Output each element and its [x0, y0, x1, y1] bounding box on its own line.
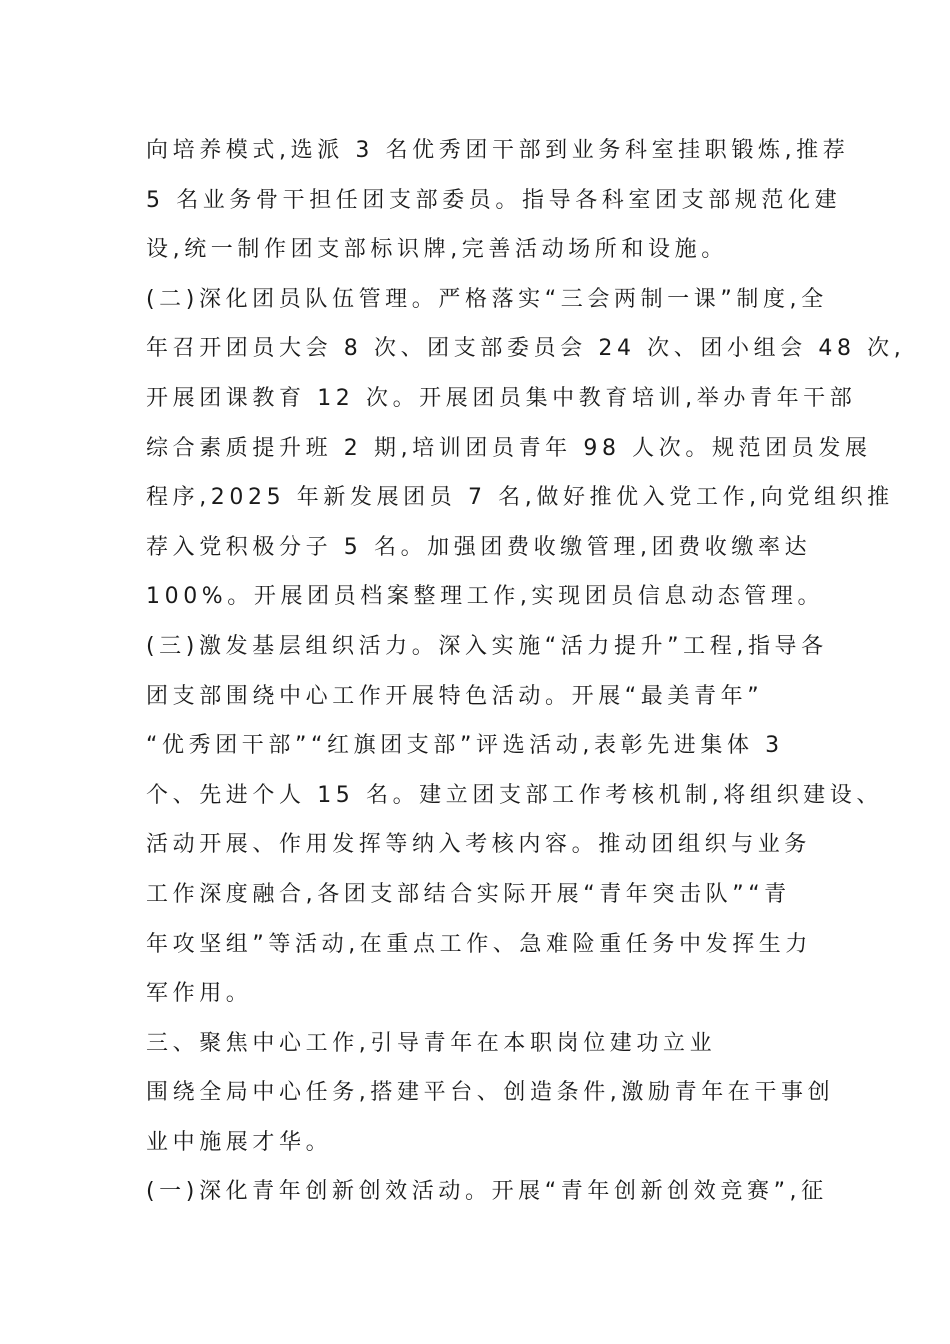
text-line: 军作用。	[146, 981, 253, 1007]
text-line: 围绕全局中心任务,搭建平台、创造条件,激励青年在干事创	[146, 1080, 835, 1106]
text-line: 综合素质提升班 2 期,培训团员青年 98 人次。规范团员发展	[146, 435, 872, 461]
text-line: (二)深化团员队伍管理。严格落实“三会两制一课”制度,全	[146, 286, 828, 312]
text-line: 100%。开展团员档案整理工作,实现团员信息动态管理。	[146, 584, 825, 610]
text-line: 团支部围绕中心工作开展特色活动。开展“最美青年”	[146, 683, 764, 709]
text-line: “优秀团干部”“红旗团支部”评选活动,表彰先进集体 3	[146, 733, 784, 759]
text-line: 年召开团员大会 8 次、团支部委员会 24 次、团小组会 48 次,	[146, 336, 906, 362]
text-line: 工作深度融合,各团支部结合实际开展“青年突击队”“青	[146, 881, 791, 907]
text-line: 设,统一制作团支部标识牌,完善活动场所和设施。	[146, 237, 728, 263]
text-line: 向培养模式,选派 3 名优秀团干部到业务科室挂职锻炼,推荐	[146, 138, 850, 163]
text-line: 开展团课教育 12 次。开展团员集中教育培训,举办青年干部	[146, 385, 857, 411]
text-line: 个、先进个人 15 名。建立团支部工作考核机制,将组织建设、	[146, 782, 883, 808]
text-line: 5 名业务骨干担任团支部委员。指导各科室团支部规范化建	[146, 187, 842, 213]
text-line: 活动开展、作用发挥等纳入考核内容。推动团组织与业务	[146, 832, 812, 858]
text-line: 程序,2025 年新发展团员 7 名,做好推优入党工作,向党组织推	[146, 485, 894, 511]
text-line: (一)深化青年创新创效活动。开展“青年创新创效竞赛”,征	[146, 1179, 828, 1205]
section-heading: 三、聚焦中心工作,引导青年在本职岗位建功立业	[146, 1030, 717, 1056]
text-line: (三)激发基层组织活力。深入实施“活力提升”工程,指导各	[146, 633, 828, 659]
text-line: 业中施展才华。	[146, 1129, 333, 1155]
document-body	[146, 131, 906, 1222]
text-line: 荐入党积极分子 5 名。加强团费收缴管理,团费收缴率达	[146, 534, 812, 560]
text-line: 年攻坚组”等活动,在重点工作、急难险重任务中发挥生力	[146, 931, 812, 957]
